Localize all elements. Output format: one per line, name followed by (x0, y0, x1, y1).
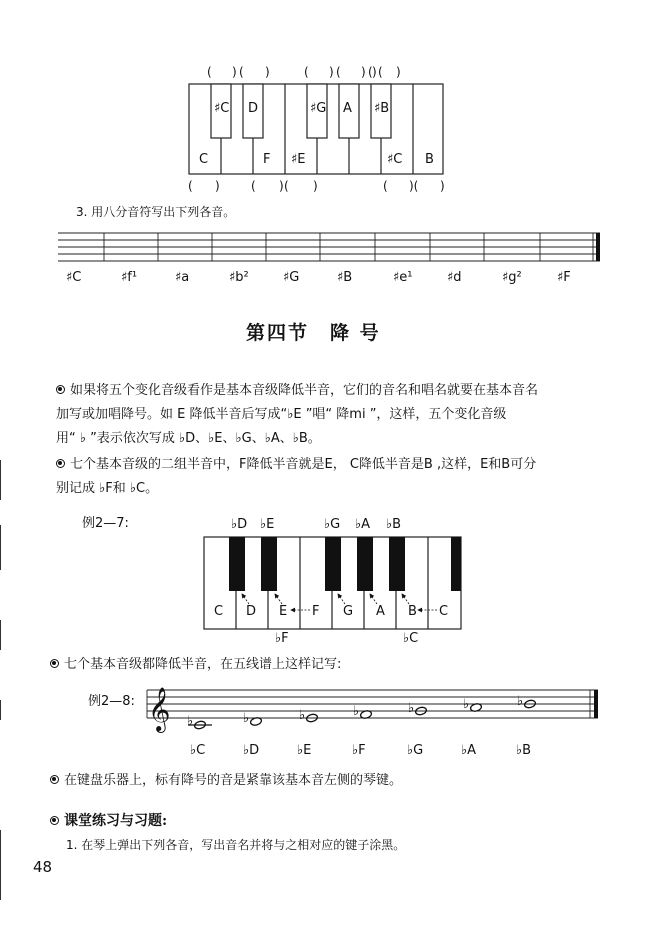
exercise3-instruction: 3. 用八分音符写出下列各音。 (76, 205, 236, 219)
staff-note: 七个基本音级都降低半音，在五线谱上这样记写: (50, 655, 341, 674)
note-label: ♯G (283, 270, 300, 285)
note-label: ♯e¹ (393, 270, 413, 285)
svg-text:♭: ♭ (299, 708, 306, 723)
black-key-label: ♯C (214, 101, 230, 116)
bullet-icon (50, 659, 59, 668)
white-key-label: F (263, 152, 271, 167)
bullet-icon (50, 775, 59, 784)
svg-text:♭: ♭ (353, 704, 360, 719)
paren: ( (336, 65, 341, 79)
paragraph-1: 如果将五个变化音级看作是基本音级降低半音，它们的音名和唱名就要在基本音名 (56, 381, 538, 400)
paren: ( (368, 65, 373, 79)
example-2-7-label: 例2—7: (82, 516, 129, 531)
svg-text:)(: )( (409, 179, 419, 193)
flat-label: ♭E (260, 517, 275, 532)
svg-text:♭: ♭ (408, 701, 415, 716)
white-key-label: C (214, 604, 224, 619)
white-key-label: A (376, 604, 385, 619)
page-number: 48 (33, 858, 53, 876)
white-key-label: C (439, 604, 449, 619)
paragraph-2-line-2: 别记成 ♭F和 ♭C。 (56, 481, 159, 496)
paren: ( (207, 65, 212, 79)
paren: ) (215, 179, 220, 193)
note-label: ♭F (352, 743, 366, 758)
note-label: ♯C (66, 270, 82, 285)
flat-label: ♭B (386, 517, 402, 532)
paragraph-1-line-3: 用“ ♭ ”表示依次写成 ♭D、♭E、♭G、♭A、♭B。 (56, 431, 321, 446)
paren: ( (188, 179, 193, 193)
treble-clef-icon: 𝄞 (148, 687, 171, 731)
note-label: ♯f¹ (121, 270, 138, 285)
top-keyboard (0, 0, 656, 200)
white-key-label: D (246, 604, 257, 619)
note-label: ♯F (557, 270, 571, 285)
bullet-icon (56, 459, 65, 468)
svg-text:♭: ♭ (517, 694, 524, 709)
practice-item-1: 1. 在琴上弹出下列各音，写出音名并将与之相对应的键子涂黑。 (66, 838, 406, 852)
flat-label: ♭D (231, 517, 248, 532)
paren: ( (304, 65, 309, 79)
note-label: ♭E (297, 743, 312, 758)
example-2-8-label: 例2—8: (88, 694, 135, 709)
example-2-8-staff (0, 670, 656, 770)
note-label: ♯a (175, 270, 190, 285)
svg-text:(: ( (383, 179, 388, 193)
paren: ) (279, 179, 284, 193)
section-title: 第四节 降 号 (246, 322, 381, 344)
black-key-label: D (248, 101, 259, 116)
paren: ( (251, 179, 256, 193)
paren: ) (329, 65, 334, 79)
white-key-label: G (343, 604, 354, 619)
white-key-label: B (425, 152, 434, 167)
paren: ( (284, 179, 289, 193)
note-label: ♭B (516, 743, 532, 758)
keyboard-note: 在键盘乐器上，标有降号的音是紧靠该基本音左侧的琴键。 (50, 771, 402, 790)
black-key-label: ♯G (310, 101, 327, 116)
note-label: ♭C (190, 743, 206, 758)
black-key-label: A (343, 101, 352, 116)
note-label: ♯d (447, 270, 462, 285)
white-key-label: E (279, 604, 288, 619)
note-label: ♭A (461, 743, 477, 758)
white-key-label: ♯E (291, 152, 306, 167)
paren: ) (396, 65, 401, 79)
paren: ) (372, 65, 377, 79)
paren: ) (232, 65, 237, 79)
example-2-7-keyboard (0, 508, 656, 653)
black-key-label: ♯B (374, 101, 390, 116)
flat-label: ♭A (355, 517, 371, 532)
bullet-icon (50, 816, 59, 825)
page-edge-mark (0, 830, 1, 900)
flat-label: ♭F (275, 631, 289, 646)
flat-label: ♭G (324, 517, 341, 532)
svg-text:): ) (313, 179, 318, 193)
paren: ( (378, 65, 383, 79)
note-label: ♭G (407, 743, 424, 758)
svg-text:♭: ♭ (243, 711, 250, 726)
white-key-label: B (408, 604, 417, 619)
white-key-label: F (312, 604, 320, 619)
paragraph-1-line-2: 加写或加唱降号。如 E 降低半音后写成“♭E ”唱“ 降mi ”，这样，五个变化音级 (56, 407, 507, 422)
white-key-label: ♯C (387, 152, 403, 167)
note-label: ♯b² (229, 270, 249, 285)
paren: ) (265, 65, 270, 79)
svg-text:): ) (440, 179, 445, 193)
paren: ) (361, 65, 366, 79)
note-label: ♯B (337, 270, 353, 285)
svg-text:♭: ♭ (463, 697, 470, 712)
white-key-label: C (199, 152, 209, 167)
bullet-icon (56, 385, 65, 394)
paragraph-2: 七个基本音级的二组半音中，F降低半音就是E， C降低半音是B ,这样，E和B可分 (56, 455, 536, 474)
svg-text:♭: ♭ (187, 714, 194, 729)
flat-label: ♭C (403, 631, 419, 646)
exercise3-staff (0, 225, 656, 295)
note-label: ♭D (243, 743, 260, 758)
practice-heading: 课堂练习与习题: (50, 812, 167, 831)
paren: ( (239, 65, 244, 79)
page-edge-mark (0, 460, 1, 500)
note-label: ♯g² (502, 270, 522, 285)
